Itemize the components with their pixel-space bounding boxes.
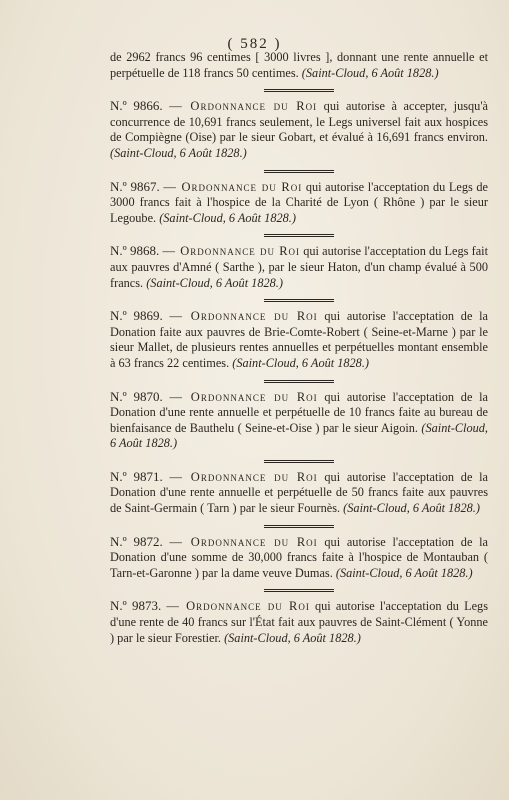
entry-heading: — Ordonnance du Roi	[169, 469, 318, 484]
entry-heading: — Ordonnance du Roi	[162, 244, 301, 259]
entry-number: N.º 9867.	[110, 178, 160, 194]
separator-rule	[264, 234, 334, 237]
entry-text: qui autorise l'acceptation de la Donation faite aux pauvres de Brie-Comte-Robert ( Seine-et-Marne ) par le sieur Mallet, de plusieurs rentes annuelles et perpétuelles montant ensemble à 63 francs 22 centimes.	[110, 309, 488, 370]
entry-date: (Saint-Cloud, 6 Août 1828.)	[146, 275, 283, 290]
entry-heading: — Ordonnance du Roi	[169, 309, 318, 324]
entry-date: (Saint-Cloud, 6 Août 1828.)	[224, 630, 361, 645]
entry-heading: — Ordonnance du Roi	[169, 534, 318, 549]
ordinance-entry	[110, 243, 488, 291]
ordinance-entry	[110, 469, 488, 517]
entry-number: N.º 9868.	[110, 243, 160, 259]
ordinance-entry	[110, 98, 488, 161]
entry-date: (Saint-Cloud, 6 Août 1828.)	[159, 210, 296, 225]
page-content	[110, 50, 488, 646]
ordinance-entry	[110, 308, 488, 371]
ordinance-entry	[110, 179, 488, 227]
separator-rule	[264, 460, 334, 463]
separator-rule	[264, 170, 334, 173]
ordinance-entry	[110, 534, 488, 582]
ordinance-entry	[110, 598, 488, 646]
entry-number: N.º 9872.	[110, 533, 163, 549]
intro-text: de 2962 francs 96 centimes [ 3000 livres ], donnant une rente annuelle et perpétuelle de 118 francs 50 centimes.	[110, 50, 488, 80]
entry-date: (Saint-Cloud, 6 Août 1828.)	[110, 420, 488, 451]
separator-rule	[264, 380, 334, 383]
separator-rule	[264, 89, 334, 92]
entry-heading: — Ordonnance du Roi	[169, 99, 318, 114]
entry-date: (Saint-Cloud, 6 Août 1828.)	[335, 565, 473, 580]
entry-number: N.º 9869.	[110, 308, 163, 324]
intro-date: (Saint-Cloud, 6 Août 1828.)	[301, 65, 439, 80]
entry-text: qui autorise l'acceptation de la Donation d'une rente annuelle et perpétuelle de 10 francs faite au bureau de bienfaisance de Bauthelu ( Seine-et-Oise ) par le sieur Aigoin.	[110, 389, 488, 435]
entry-text: qui autorise l'acceptation du Legs de 3000 francs fait à l'hospice de la Charité de Lyon ( Rhône ) par le sieur Legoube.	[110, 179, 488, 225]
entry-date: (Saint-Cloud, 6 Août 1828.)	[232, 355, 369, 370]
entry-date: (Saint-Cloud, 6 Août 1828.)	[343, 501, 480, 516]
entry-text: qui autorise l'acceptation de la Donation d'une rente annuelle et perpétuelle de 50 francs faite aux pauvres de Saint-Germain ( Tarn ) par le sieur Fournès.	[110, 469, 488, 516]
entry-text: qui autorise à accepter, jusqu'à concurrence de 10,691 francs seulement, le Legs universel fait aux hospices de Compiègne (Oise) par le sieur Gobart, et évalué à 16,691 francs environ.	[110, 99, 488, 145]
entry-text: qui autorise l'acceptation de la Donation d'une somme de 30,000 francs faite à l'hospice de Montauban ( Tarn-et-Garonne ) par la dame veuve Dumas.	[110, 534, 488, 580]
page-number: ( 582 )	[227, 36, 282, 52]
entry-text: qui autorise l'acceptation du Legs d'une rente de 40 francs sur l'État fait aux pauvres de Saint-Clément ( Yonne ) par le sieur Forestier.	[110, 599, 488, 645]
entry-heading: — Ordonnance du Roi	[163, 179, 303, 194]
separator-rule	[264, 299, 334, 302]
entry-number: N.º 9866.	[110, 98, 163, 114]
entry-date: (Saint-Cloud, 6 Août 1828.)	[110, 145, 247, 160]
entry-number: N.º 9871.	[110, 468, 163, 484]
ordinance-entry	[110, 389, 488, 452]
entry-heading: — Ordonnance du Roi	[169, 389, 318, 404]
entry-heading: — Ordonnance du Roi	[166, 599, 310, 614]
separator-rule	[264, 525, 334, 528]
entry-number: N.º 9870.	[110, 388, 163, 404]
entry-text: qui autorise l'acceptation du Legs fait aux pauvres d'Amné ( Sarthe ), par le sieur Haton, d'un champ évalué à 500 francs.	[110, 244, 488, 290]
entry-number: N.º 9873.	[110, 598, 162, 614]
separator-rule	[264, 589, 334, 592]
intro-paragraph	[110, 50, 488, 81]
